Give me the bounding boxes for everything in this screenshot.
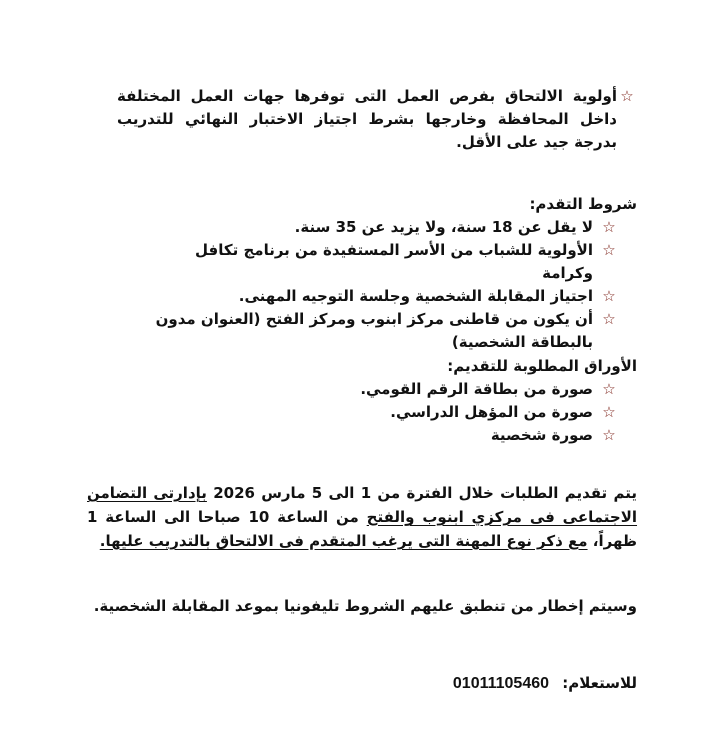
star-outline-icon: ☆ xyxy=(602,241,616,259)
documents-section xyxy=(117,355,637,447)
list-item: ☆ اجتياز المقابلة الشخصية وجلسة التوجيه المهنى. xyxy=(149,285,619,308)
application-text-4: مع ذكر نوع المهنة التى يرغب المتقدم فى الالتحاق بالتدريب عليها. xyxy=(99,532,588,550)
documents-heading: الأوراق المطلوبة للتقديم: xyxy=(447,357,637,375)
inquiry-label: للاستعلام: xyxy=(562,674,637,692)
list-item: ☆ صورة من المؤهل الدراسي. xyxy=(149,401,619,424)
star-outline-icon: ☆ xyxy=(602,218,616,236)
application-paragraph xyxy=(87,481,637,553)
inquiry-line xyxy=(117,672,637,695)
application-text-3: من الساعة 10 صباحا الى الساعة 1 ظهراً، xyxy=(87,508,637,550)
star-outline-icon: ☆ xyxy=(602,426,616,444)
conditions-heading: شروط التقدم: xyxy=(529,195,637,213)
list-item: ☆ الأولوية للشباب من الأسر المستفيدة من برنامج تكافل وكرامة xyxy=(149,239,619,285)
star-outline-icon: ☆ xyxy=(602,380,616,398)
intro-line xyxy=(117,85,637,154)
notice-text: وسيتم إخطار من تنطبق عليهم الشروط تليفونيا بموعد المقابلة الشخصية. xyxy=(93,597,637,615)
application-text-1: يتم تقديم الطلبات خلال الفترة من 1 الى 5 مارس 2026 xyxy=(206,484,637,502)
application-text-2: بإدارتى التضامن الاجتماعى فى مركزي ابنوب والفتح xyxy=(87,484,638,526)
star-outline-icon: ☆ xyxy=(602,310,616,328)
star-outline-icon: ☆ xyxy=(602,403,616,421)
intro-text: أولوية الالتحاق بفرص العمل التى توفرها جهات العمل المختلفة داخل المحافظة وخارجها بشرط اجتياز الاختبار النهائي للتدريب بدرجة جيد على الأقل. xyxy=(117,87,617,151)
intro-paragraph xyxy=(117,85,637,154)
conditions-list xyxy=(149,216,619,354)
phone-number: 01011105460 xyxy=(452,675,550,692)
list-item: ☆ لا يقل عن 18 سنة، ولا يزيد عن 35 سنة. xyxy=(149,216,619,239)
list-item: ☆ صورة شخصية xyxy=(149,424,619,447)
conditions-section xyxy=(117,193,637,354)
star-outline-icon: ☆ xyxy=(620,87,634,105)
documents-list xyxy=(149,378,619,447)
list-item: ☆ صورة من بطاقة الرقم القومي. xyxy=(149,378,619,401)
star-outline-icon: ☆ xyxy=(602,287,616,305)
list-item: ☆ أن يكون من قاطنى مركز ابنوب ومركز الفتح (العنوان مدون بالبطاقة الشخصية) xyxy=(149,308,619,354)
notice-paragraph xyxy=(87,595,637,618)
